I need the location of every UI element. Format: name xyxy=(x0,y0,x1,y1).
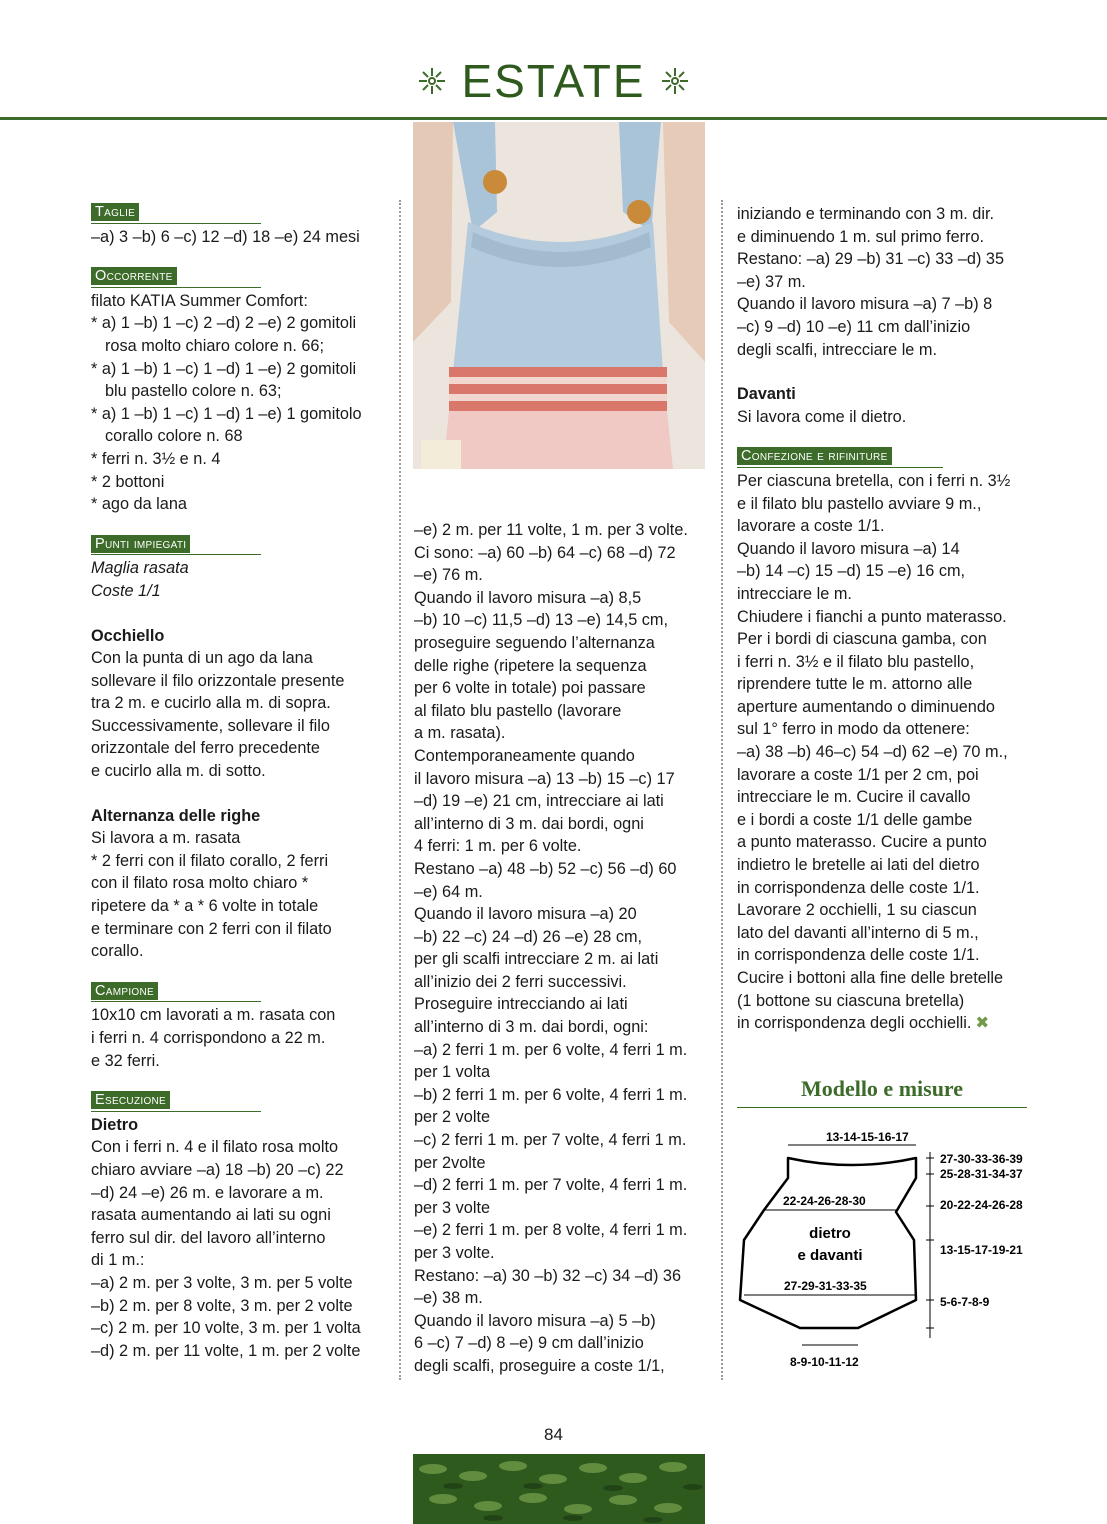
occorrente-item: * ago da lana xyxy=(91,495,187,514)
righe-title: Alternanza delle righe xyxy=(91,806,261,825)
dietro-line: –a) 2 m. per 3 volte, 3 m. per 5 volte xyxy=(91,1273,353,1292)
dim-top-width: 13-14-15-16-17 xyxy=(826,1130,909,1144)
dim-mid-width: 22-24-26-28-30 xyxy=(783,1194,866,1208)
instruction-line: Restano: –a) 29 –b) 31 –c) 33 –d) 35 xyxy=(737,250,1005,269)
instruction-line: Quando il lavoro misura –a) 20 xyxy=(414,905,637,924)
righe-line: ripetere da * a * 6 volte in totale xyxy=(91,897,319,916)
instruction-line: Restano –a) 48 –b) 52 –c) 56 –d) 60 xyxy=(414,859,677,878)
instruction-line: –e) 2 ferri 1 m. per 8 volte, 4 ferri 1 m. xyxy=(414,1221,688,1240)
occorrente-item: * 2 bottoni xyxy=(91,472,165,491)
instruction-line: –c) 9 –d) 10 –e) 11 cm dall’inizio xyxy=(737,317,971,336)
dim-low-width: 27-29-31-33-35 xyxy=(784,1279,867,1293)
occhiello-line: tra 2 m. e cucirlo alla m. di sopra. xyxy=(91,694,331,713)
footer-texture xyxy=(413,1454,705,1524)
flower-ornament-icon-right xyxy=(660,66,690,96)
instruction-line: Quando il lavoro misura –a) 8,5 xyxy=(414,588,642,607)
confezione-line: indietro le bretelle ai lati del dietro xyxy=(737,856,980,875)
occorrente-item: rosa molto chiaro colore n. 66; xyxy=(105,336,325,355)
confezione-line: sul 1° ferro in modo da ottenere: xyxy=(737,720,970,739)
campione-line: i ferri n. 4 corrispondono a 22 m. xyxy=(91,1029,326,1047)
flower-ornament-icon-left xyxy=(417,66,447,96)
occorrente-item: corallo colore n. 68 xyxy=(105,427,243,446)
occhiello-line: e cucirlo alla m. di sotto. xyxy=(91,762,266,781)
confezione-line: Quando il lavoro misura –a) 14 xyxy=(737,539,960,558)
dietro-line: ferro sul dir. del lavoro all’interno xyxy=(91,1228,326,1247)
confezione-line: lavorare a coste 1/1. xyxy=(737,517,885,536)
dietro-line: –d) 2 m. per 11 volte, 1 m. per 2 volte xyxy=(91,1341,361,1360)
occhiello-line: orizzontale del ferro precedente xyxy=(91,739,320,758)
occhiello-line: sollevare il filo orizzontale presente xyxy=(91,671,345,690)
dietro-line: di 1 m.: xyxy=(91,1251,145,1270)
righe-line: Si lavora a m. rasata xyxy=(91,829,241,848)
knit-texture-image xyxy=(413,1454,705,1524)
instruction-line: degli scalfi, proseguire a coste 1/1, xyxy=(414,1356,665,1375)
punto-item: Coste 1/1 xyxy=(91,581,161,600)
instruction-line: –a) 2 ferri 1 m. per 6 volte, 4 ferri 1 m. xyxy=(414,1040,688,1059)
instruction-line: all’interno di 3 m. dai bordi, ogni xyxy=(414,814,644,833)
davanti-text: Si lavora come il dietro. xyxy=(737,407,907,426)
column-3 xyxy=(737,203,1033,1035)
instruction-line: iniziando e terminando con 3 m. dir. xyxy=(737,205,995,223)
occhiello-line: Successivamente, sollevare il filo xyxy=(91,716,330,735)
instruction-line: 6 –c) 7 –d) 8 –e) 9 cm dall’inizio xyxy=(414,1334,644,1353)
confezione-line: Lavorare 2 occhielli, 1 su ciascun xyxy=(737,901,977,920)
righe-line: con il filato rosa molto chiaro * xyxy=(91,874,309,893)
confezione-line: Cucire i bottoni alla fine delle bretelle xyxy=(737,969,1004,987)
instruction-line: –d) 2 ferri 1 m. per 7 volte, 4 ferri 1 m. xyxy=(414,1176,688,1195)
dim-height-2: 25-28-31-34-37 xyxy=(940,1167,1023,1181)
dietro-line: chiaro avviare –a) 18 –b) 20 –c) 22 xyxy=(91,1160,344,1179)
page-title-row xyxy=(0,54,1107,108)
confezione-line: e il filato blu pastello avviare 9 m., xyxy=(737,494,982,513)
campione-line: 10x10 cm lavorati a m. rasata con xyxy=(91,1006,336,1025)
instruction-line: per gli scalfi intrecciare 2 m. ai lati xyxy=(414,950,659,969)
section-heading-esecuzione: Esecuzione xyxy=(91,1091,170,1109)
occorrente-item: * ferri n. 3½ e n. 4 xyxy=(91,449,221,468)
instruction-line: per 3 volte xyxy=(414,1198,491,1217)
confezione-line: a punto materasso. Cucire a punto xyxy=(737,833,987,852)
instruction-line: Proseguire intrecciando ai lati xyxy=(414,995,628,1014)
confezione-line: riprendere tutte le m. attorno alle xyxy=(737,675,973,694)
punto-item: Maglia rasata xyxy=(91,559,189,578)
model-rule xyxy=(737,1107,1027,1108)
instruction-line: –d) 19 –e) 21 cm, intrecciare ai lati xyxy=(414,792,664,811)
dietro-line: –c) 2 m. per 10 volte, 3 m. per 1 volta xyxy=(91,1319,361,1338)
instruction-line: all’interno di 3 m. dai bordi, ogni: xyxy=(414,1018,649,1037)
dim-height-1: 27-30-33-36-39 xyxy=(940,1152,1023,1166)
instruction-line: Quando il lavoro misura –a) 5 –b) xyxy=(414,1311,656,1330)
occorrente-item: * a) 1 –b) 1 –c) 1 –d) 1 –e) 2 gomitoli xyxy=(91,359,357,378)
confezione-line: –a) 38 –b) 46–c) 54 –d) 62 –e) 70 m., xyxy=(737,743,1008,762)
label-davanti: e davanti xyxy=(797,1247,863,1264)
dietro-title: Dietro xyxy=(91,1115,139,1134)
dietro-line: –b) 2 m. per 8 volte, 3 m. per 2 volte xyxy=(91,1296,353,1315)
occhiello-title: Occhiello xyxy=(91,626,165,645)
dim-height-5: 5-6-7-8-9 xyxy=(940,1295,990,1309)
confezione-line: in corrispondenza delle coste 1/1. xyxy=(737,878,980,897)
instruction-line: –b) 10 –c) 11,5 –d) 13 –e) 14,5 cm, xyxy=(414,611,669,630)
occorrente-item: * a) 1 –b) 1 –c) 1 –d) 1 –e) 1 gomitolo xyxy=(91,404,362,423)
section-heading-taglie: Taglie xyxy=(91,203,139,221)
instruction-line: e diminuendo 1 m. sul primo ferro. xyxy=(737,227,985,246)
instruction-line: all’inizio dei 2 ferri successivi. xyxy=(414,972,627,991)
instruction-line: per 1 volta xyxy=(414,1063,491,1082)
confezione-line: in corrispondenza delle coste 1/1. xyxy=(737,946,980,965)
dim-height-4: 13-15-17-19-21 xyxy=(940,1243,1023,1257)
page-number: 84 xyxy=(544,1425,563,1444)
label-dietro: dietro xyxy=(809,1225,851,1242)
confezione-line: intrecciare le m. Cucire il cavallo xyxy=(737,788,971,807)
righe-line: e terminare con 2 ferri con il filato xyxy=(91,919,332,938)
confezione-line: i ferri n. 3½ e il filato blu pastello, xyxy=(737,652,975,671)
instruction-line: –c) 2 ferri 1 m. per 7 volte, 4 ferri 1 m. xyxy=(414,1131,687,1150)
instruction-line: Restano: –a) 30 –b) 32 –c) 34 –d) 36 xyxy=(414,1266,682,1285)
instruction-line: –b) 2 ferri 1 m. per 6 volte, 4 ferri 1 m. xyxy=(414,1085,688,1104)
instruction-line: Quando il lavoro misura –a) 7 –b) 8 xyxy=(737,295,993,314)
campione-line: e 32 ferri. xyxy=(91,1051,160,1070)
righe-line: corallo. xyxy=(91,942,144,961)
page-header xyxy=(0,40,1107,120)
product-photo xyxy=(413,122,705,469)
section-heading-confezione: Confezione e rifiniture xyxy=(737,447,892,465)
confezione-line: Per ciascuna bretella, con i ferri n. 3½ xyxy=(737,471,1011,490)
instruction-line: il lavoro misura –a) 13 –b) 15 –c) 17 xyxy=(414,769,675,788)
confezione-line: in corrispondenza degli occhielli. ✖ xyxy=(737,1014,990,1033)
column-1 xyxy=(91,200,391,1362)
dietro-line: –d) 24 –e) 26 m. e lavorare a m. xyxy=(91,1183,324,1202)
confezione-line: Chiudere i fianchi a punto materasso. xyxy=(737,607,1007,626)
column-divider-left xyxy=(399,200,401,1380)
section-heading-punti: Punti impiegati xyxy=(91,535,190,553)
section-heading-campione: Campione xyxy=(91,982,158,1000)
instruction-line: –e) 2 m. per 11 volte, 1 m. per 3 volte. xyxy=(414,521,688,539)
occorrente-intro: filato KATIA Summer Comfort: xyxy=(91,291,308,310)
confezione-line: aperture aumentando o diminuendo xyxy=(737,697,995,716)
header-rule xyxy=(0,117,1107,120)
confezione-line: lavorare a coste 1/1 per 2 cm, poi xyxy=(737,765,979,784)
instruction-line: delle righe (ripetere la sequenza xyxy=(414,656,647,675)
instruction-line: –e) 37 m. xyxy=(737,272,806,291)
instruction-line: a m. rasata). xyxy=(414,724,506,743)
baby-romper-image xyxy=(413,122,705,469)
confezione-line: (1 bottone su ciascuna bretella) xyxy=(737,991,965,1010)
instruction-line: proseguire seguendo l’alternanza xyxy=(414,633,655,652)
instruction-line: per 2 volte xyxy=(414,1108,491,1127)
confezione-line: –b) 14 –c) 15 –d) 15 –e) 16 cm, xyxy=(737,562,966,581)
occorrente-item: blu pastello colore n. 63; xyxy=(105,382,282,401)
instruction-line: –b) 22 –c) 24 –d) 26 –e) 28 cm, xyxy=(414,927,643,946)
column-divider-right xyxy=(721,200,723,1380)
instruction-line: –e) 38 m. xyxy=(414,1289,483,1308)
garment-body xyxy=(740,1158,916,1328)
instruction-line: Ci sono: –a) 60 –b) 64 –c) 68 –d) 72 xyxy=(414,543,676,562)
confezione-line: Per i bordi di ciascuna gamba, con xyxy=(737,630,987,649)
instruction-line: per 2volte xyxy=(414,1153,486,1172)
occorrente-item: * a) 1 –b) 1 –c) 2 –d) 2 –e) 2 gomitoli xyxy=(91,314,357,333)
confezione-line: intrecciare le m. xyxy=(737,584,852,603)
confezione-line: lato del davanti all’interno di 5 m., xyxy=(737,923,979,942)
taglie-text: –a) 3 –b) 6 –c) 12 –d) 18 –e) 24 mesi xyxy=(91,227,360,246)
model-title: Modello e misure xyxy=(800,1076,964,1101)
confezione-line: e i bordi a coste 1/1 delle gambe xyxy=(737,810,973,829)
davanti-title: Davanti xyxy=(737,385,796,404)
righe-line: * 2 ferri con il filato corallo, 2 ferri xyxy=(91,851,329,870)
column-2 xyxy=(414,519,710,1378)
instruction-line: per 6 volte in totale) poi passare xyxy=(414,679,646,698)
section-heading-occorrente: Occorrente xyxy=(91,267,177,285)
dim-bottom-width: 8-9-10-11-12 xyxy=(790,1355,859,1369)
occhiello-line: Con la punta di un ago da lana xyxy=(91,649,313,668)
instruction-line: per 3 volte. xyxy=(414,1244,495,1262)
dietro-line: rasata aumentando ai lati su ogni xyxy=(91,1206,331,1225)
page-title: ESTATE xyxy=(461,55,646,107)
dim-height-3: 20-22-24-26-28 xyxy=(940,1198,1023,1212)
instruction-line: –e) 64 m. xyxy=(414,882,483,901)
instruction-line: –e) 76 m. xyxy=(414,566,483,585)
instruction-line: degli scalfi, intrecciare le m. xyxy=(737,340,937,359)
dietro-line: Con i ferri n. 4 e il filato rosa molto xyxy=(91,1138,339,1157)
end-ornament-icon: ✖ xyxy=(975,1014,990,1033)
instruction-line: 4 ferri: 1 m. per 6 volte. xyxy=(414,837,582,856)
instruction-line: Contemporaneamente quando xyxy=(414,746,635,765)
schematic-diagram xyxy=(730,1120,1040,1380)
instruction-line: al filato blu pastello (lavorare xyxy=(414,701,622,720)
